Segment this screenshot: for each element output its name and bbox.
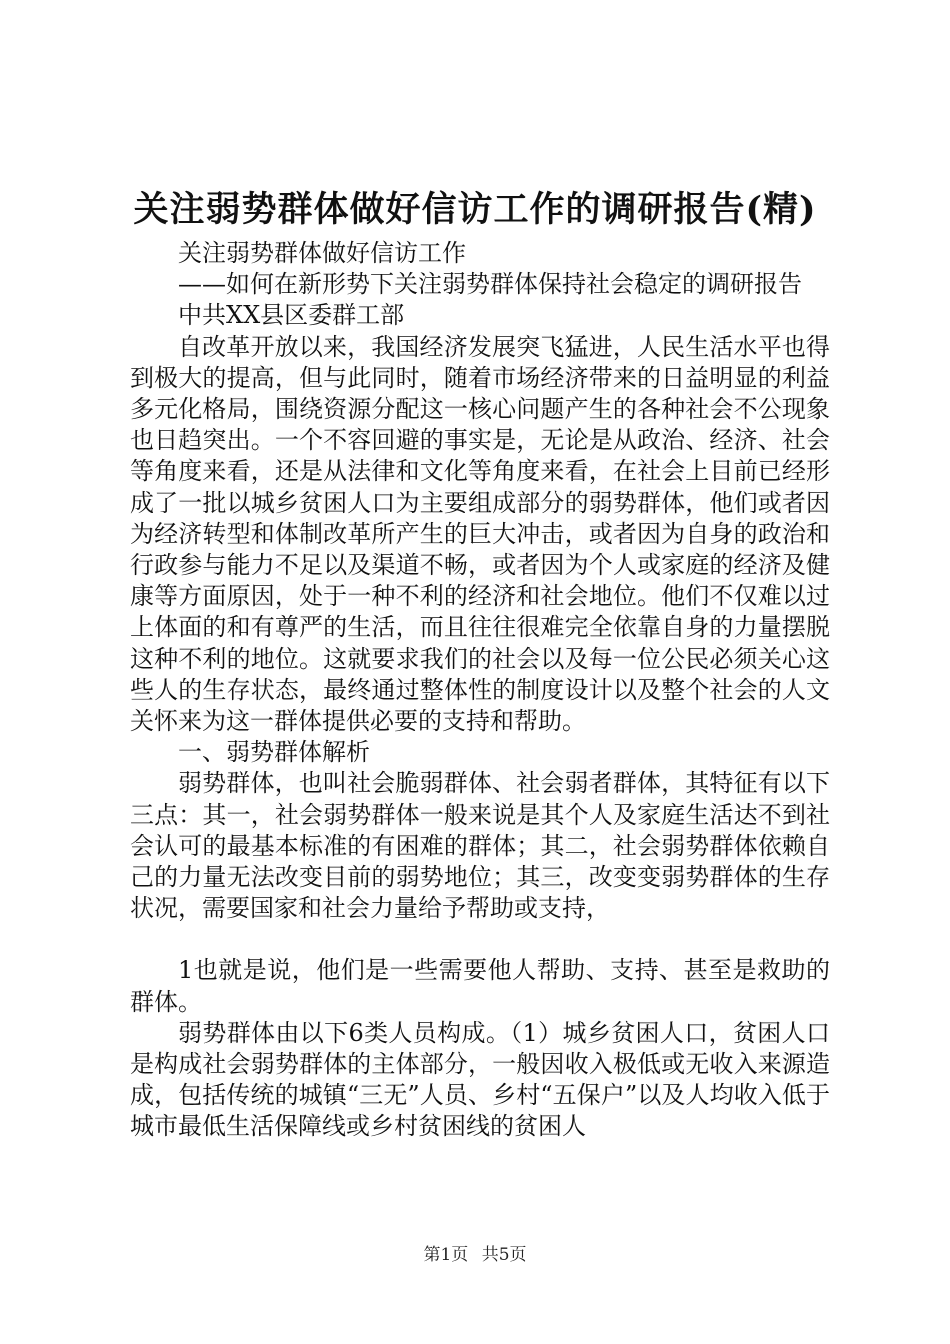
section-heading: 一、弱势群体解析	[178, 738, 370, 767]
paragraph-composition: 弱势群体由以下6类人员构成。（1）城乡贫困人口，贫困人口是构成社会弱势群体的主体部分，一般因收入极低或无收入来源造成，包括传统的城镇“三无”人员、乡村“五保户”以及人均收入低于城市最低生活保障线或乡村贫困线的贫困人	[130, 1018, 830, 1141]
document-body	[130, 238, 830, 1143]
document-title: 关注弱势群体做好信访工作的调研报告(精)	[133, 189, 817, 230]
author-line: 中共XX县区委群工部	[178, 301, 405, 330]
paragraph-intro: 自改革开放以来，我国经济发展突飞猛进，人民生活水平也得到极大的提高，但与此同时，随着市场经济带来的日益明显的利益多元化格局，围绕资源分配这一核心问题产生的各种社会不公现象也日趋突出。一个不容回避的事实是，无论是从政治、经济、社会等角度来看，还是从法律和文化等角度来看，在社会上目前已经形成了一批以城乡贫困人口为主要组成部分的弱势群体，他们或者因为经济转型和体制改革所产生的巨大冲击，或者因为自身的政治和行政参与能力不足以及渠道不畅，或者因为个人或家庭的经济及健康等方面原因，处于一种不利的经济和社会地位。他们不仅难以过上体面的和有尊严的生活，而且往往很难完全依靠自身的力量摆脱这种不利的地位。这就要求我们的社会以及每一位公民必须关心这些人的生存状态，最终通过整体性的制度设计以及整个社会的人文关怀来为这一群体提供必要的支持和帮助。	[130, 332, 830, 736]
blank-line	[130, 924, 830, 955]
subtitle-line-1: 关注弱势群体做好信访工作	[178, 239, 466, 267]
page-number: 第1页	[423, 1245, 469, 1265]
page-total: 共5页	[481, 1245, 527, 1265]
paragraph-definition: 弱势群体，也叫社会脆弱群体、社会弱者群体，其特征有以下三点：其一，社会弱势群体一般来说是其个人及家庭生活达不到社会认可的最基本标准的有困难的群体；其二，社会弱势群体依赖自己的力量无法改变目前的弱势地位；其三，改变变弱势群体的生存状况，需要国家和社会力量给予帮助或支持，	[130, 769, 830, 923]
subtitle-line-2: ——如何在新形势下关注弱势群体保持社会稳定的调研报告	[178, 270, 802, 299]
page-footer	[0, 1243, 950, 1267]
paragraph-footnote-continuation: 1也就是说，他们是一些需要他人帮助、支持、甚至是救助的群体。	[130, 956, 830, 1016]
